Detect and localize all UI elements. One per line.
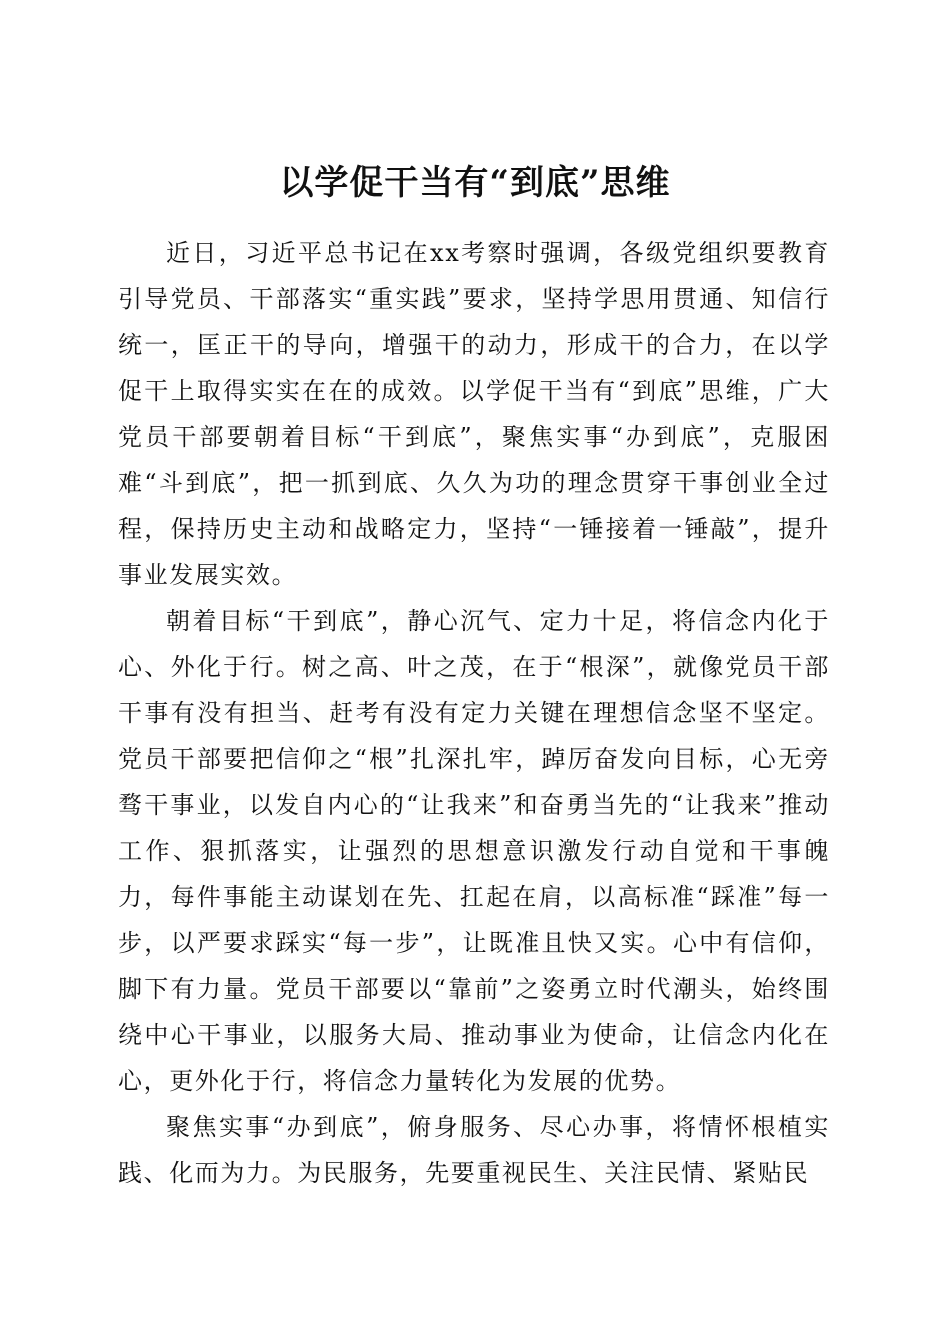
paragraph-3: 聚焦实事“办到底”，俯身服务、尽心办事，将情怀根植实践、化而为力。为民服务，先要重视民生、关注民情、紧贴民 (118, 1113, 830, 1187)
paragraph-1: 近日，习近平总书记在xx考察时强调，各级党组织要教育引导党员、干部落实“重实践”要求，坚持学思用贯通、知信行统一，匡正干的导向，增强干的动力，形成干的合力，在以学促干上取得实实在在的成效。以学促干当有“到底”思维，广大党员干部要朝着目标“干到底”，聚焦实事“办到底”，克服困难“斗到底”，把一抓到底、久久为功的理念贯穿干事创业全过程，保持历史主动和战略定力，坚持“一锤接着一锤敲”，提升事业发展实效。 (118, 239, 830, 589)
document-body (118, 230, 830, 1196)
document-title: 以学促干当有“到底”思维 (279, 162, 671, 203)
paragraph-2: 朝着目标“干到底”，静心沉气、定力十足，将信念内化于心、外化于行。树之高、叶之茂，在于“根深”，就像党员干部干事有没有担当、赶考有没有定力关键在理想信念坚不坚定。党员干部要把信仰之“根”扎深扎牢，踔厉奋发向目标，心无旁骛干事业，以发自内心的“让我来”和奋勇当先的“让我来”推动工作、狠抓落实，让强烈的思想意识激发行动自觉和干事魄力，每件事能主动谋划在先、扛起在肩，以高标准“踩准”每一步，以严要求踩实“每一步”，让既准且快又实。心中有信仰，脚下有力量。党员干部要以“靠前”之姿勇立时代潮头，始终围绕中心干事业，以服务大局、推动事业为使命，让信念内化在心，更外化于行，将信念力量转化为发展的优势。 (118, 607, 830, 1095)
